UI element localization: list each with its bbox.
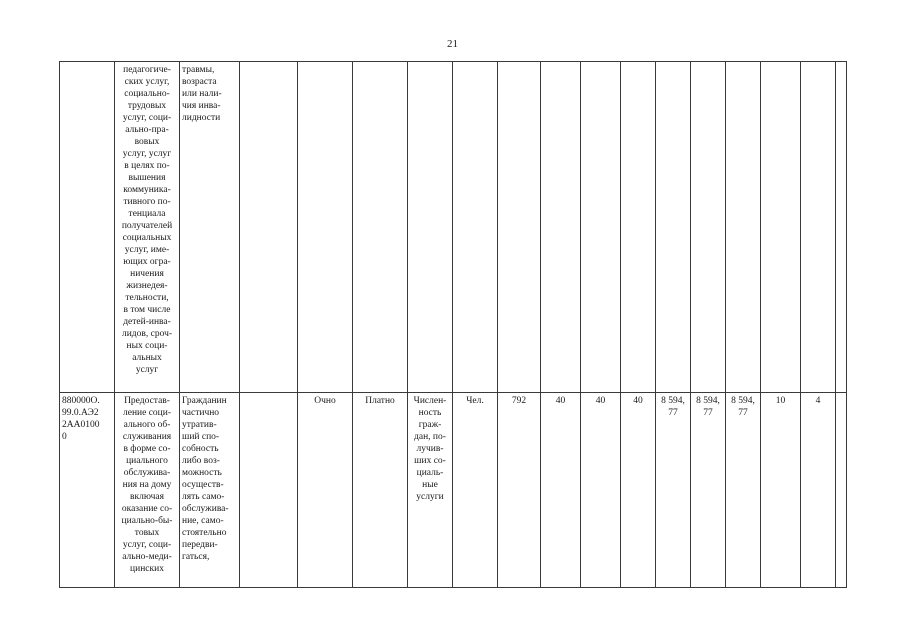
table-cell xyxy=(498,62,541,393)
price-year1-cell: 8 594, 77 xyxy=(656,393,691,588)
volume-year2-cell: 40 xyxy=(581,393,621,588)
volume-year3-cell: 40 xyxy=(621,393,656,588)
table-cell xyxy=(836,62,847,393)
table-row xyxy=(60,393,847,588)
payment-type-cell: Платно xyxy=(353,393,408,588)
table-cell xyxy=(453,62,498,393)
service-content-cell: Предостав- ление соци- ального об- служивания в форме со- циального обслужива- ния на дому включая оказание со- циально-бы- товых услуг, соци- ально-меди- цинских xyxy=(115,393,180,588)
okei-code-cell: 792 xyxy=(498,393,541,588)
table-cell xyxy=(240,393,298,588)
table-cell xyxy=(408,62,453,393)
service-form-cell: Очно xyxy=(298,393,353,588)
table-cell xyxy=(726,62,761,393)
table-cell xyxy=(656,62,691,393)
recipient-category-cell: Гражданин частично утратив- ший спо- собность либо воз- можность осуществ- лять само- обслужива- ние, само- стоятельно передви- гаться, xyxy=(180,393,240,588)
table-cell xyxy=(541,62,581,393)
price-year2-cell: 8 594, 77 xyxy=(691,393,726,588)
price-year3-cell: 8 594, 77 xyxy=(726,393,761,588)
table-cell xyxy=(761,62,801,393)
table-cell xyxy=(836,393,847,588)
table-cell xyxy=(621,62,656,393)
table-cell xyxy=(240,62,298,393)
recipient-category-cell: травмы, возраста или нали- чия инва- лидности xyxy=(180,62,240,393)
unit-cell: Чел. xyxy=(453,393,498,588)
table-row xyxy=(60,62,847,393)
indicator-name-cell: Числен- ность граж- дан, по- лучив- ших со- циаль- ные услуги xyxy=(408,393,453,588)
table-cell xyxy=(298,62,353,393)
services-table xyxy=(59,61,847,588)
table-cell xyxy=(691,62,726,393)
deviation-absolute-cell: 4 xyxy=(801,393,836,588)
page-number: 21 xyxy=(447,38,458,50)
table-cell xyxy=(801,62,836,393)
table-cell xyxy=(353,62,408,393)
deviation-percent-cell: 10 xyxy=(761,393,801,588)
registry-number-cell: 880000О. 99.0.АЭ2 2АА0100 0 xyxy=(60,393,115,588)
table-cell xyxy=(581,62,621,393)
service-content-cell: педагогиче- ских услуг, социально- трудовых услуг, соци- ально-пра- вовых услуг, услуг в целях по- вышения коммуника- тивного по- тенциала получателей социальных услуг, име- ющих огра- ничения жизнедея- тельности, в том числе детей-инва- лидов, сроч- ных соци- альных услуг xyxy=(115,62,180,393)
volume-year1-cell: 40 xyxy=(541,393,581,588)
registry-number-cell xyxy=(60,62,115,393)
